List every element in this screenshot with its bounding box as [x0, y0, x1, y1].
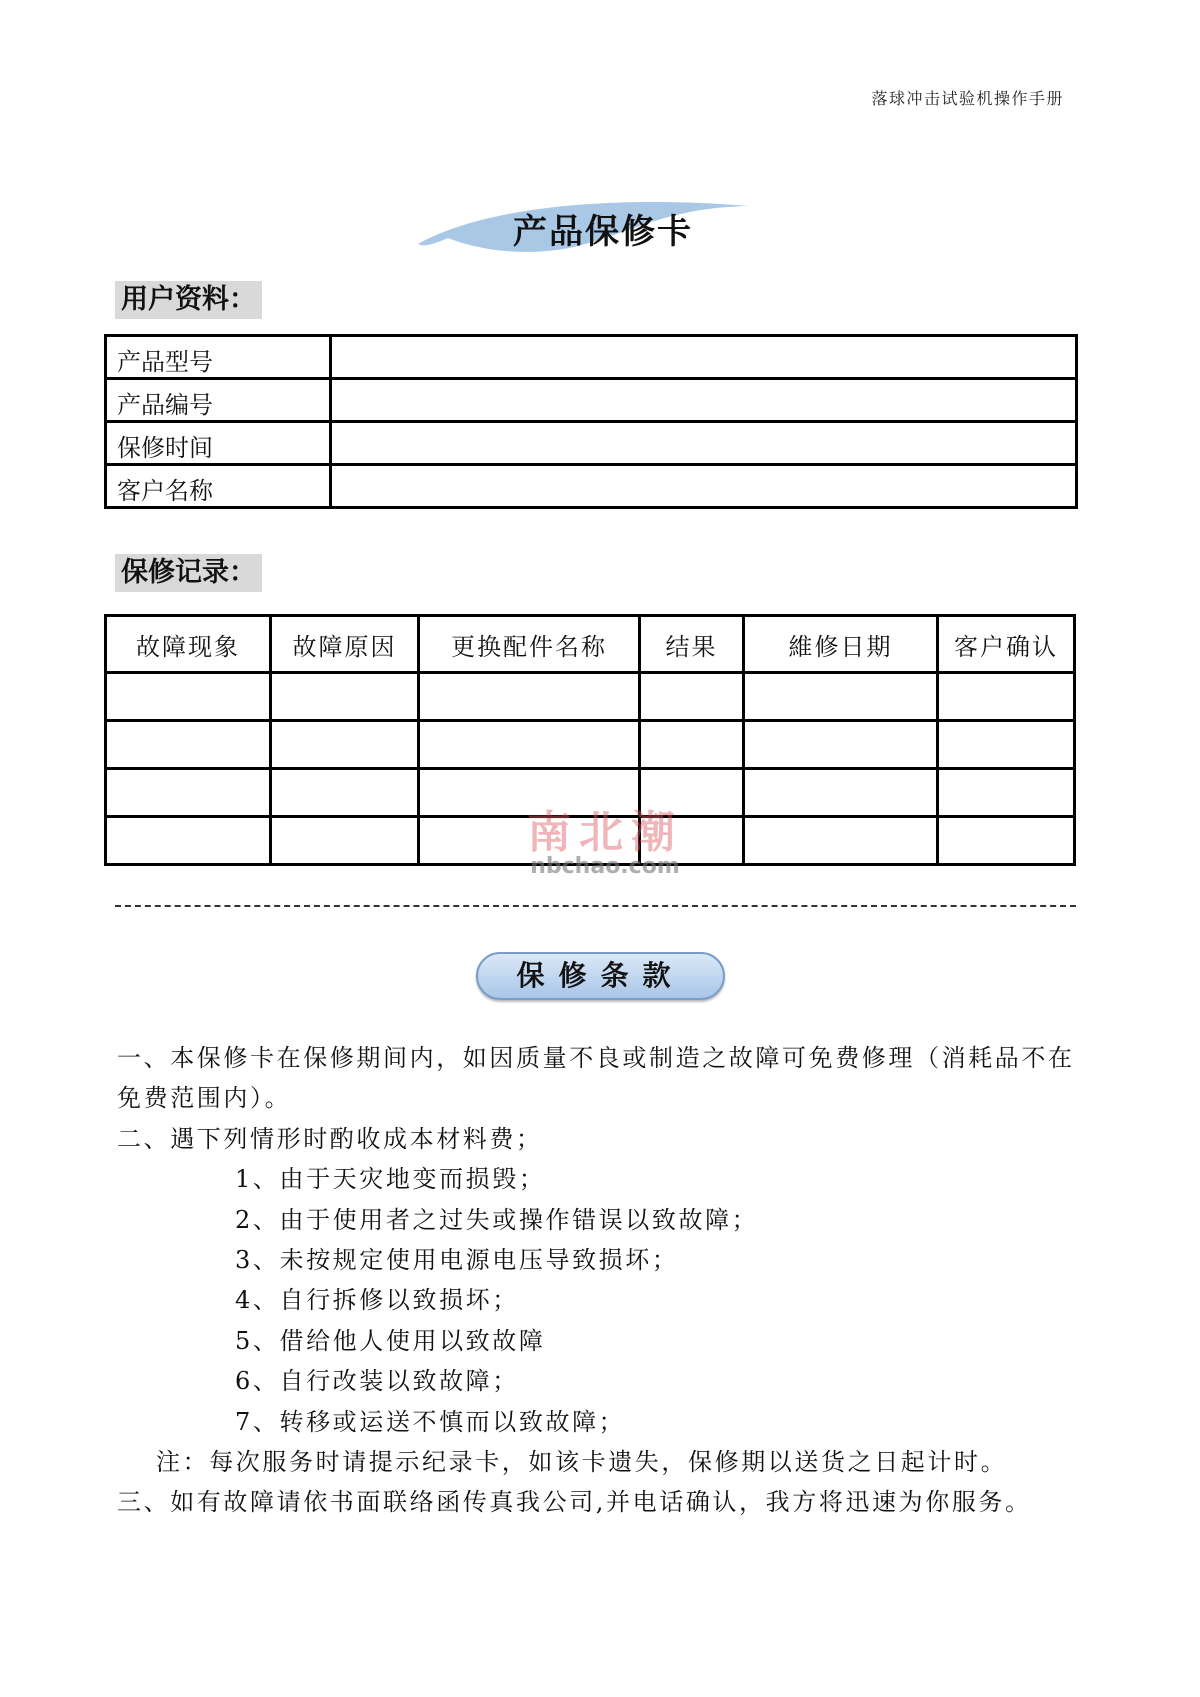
record-cell[interactable]: [271, 673, 419, 721]
manual-header-title: 落球冲击试验机操作手册: [871, 89, 1064, 108]
terms-item: 1、由于天灾地变而损毁；: [235, 1165, 546, 1194]
terms-note: 注：每次服务时请提示纪录卡，如该卡遗失，保修期以送货之日起计时。: [156, 1448, 1008, 1477]
watermark-cn: 南北潮: [527, 807, 683, 858]
column-header: 客户确认: [938, 616, 1075, 673]
record-cell[interactable]: [640, 721, 744, 769]
record-cell[interactable]: [938, 673, 1075, 721]
table-header-row: [106, 616, 1075, 673]
record-cell[interactable]: [938, 769, 1075, 817]
record-cell[interactable]: [106, 817, 271, 865]
record-cell[interactable]: [744, 673, 938, 721]
watermark-logo: [520, 807, 690, 879]
repair-records-heading: 保修记录：: [115, 554, 262, 592]
record-cell[interactable]: [106, 769, 271, 817]
terms-item: 2、由于使用者之过失或操作错误以致故障；: [235, 1205, 759, 1234]
record-cell[interactable]: [271, 817, 419, 865]
table-row: [106, 465, 1077, 508]
customer-name-field[interactable]: [331, 465, 1077, 508]
user-info-table: [104, 334, 1078, 509]
record-cell[interactable]: [744, 721, 938, 769]
field-label: 产品型号: [106, 336, 331, 379]
record-cell[interactable]: [938, 817, 1075, 865]
table-row: [106, 673, 1075, 721]
terms-item: 3、未按规定使用电源电压导致损坏；: [235, 1246, 679, 1275]
record-cell[interactable]: [419, 721, 640, 769]
product-model-field[interactable]: [331, 336, 1077, 379]
record-cell[interactable]: [106, 673, 271, 721]
field-label: 保修时间: [106, 422, 331, 465]
terms-item: 7、转移或运送不慎而以致故障；: [235, 1407, 626, 1436]
card-title: 产品保修卡: [513, 212, 693, 252]
record-cell[interactable]: [271, 721, 419, 769]
cut-line-divider: [115, 905, 1076, 907]
warranty-time-field[interactable]: [331, 422, 1077, 465]
watermark-en: nbchao.com: [530, 854, 680, 879]
record-cell[interactable]: [271, 769, 419, 817]
terms-line: 二、遇下列情形时酌收成本材料费；: [117, 1124, 543, 1153]
terms-item: 6、自行改装以致故障；: [235, 1367, 519, 1396]
field-label: 客户名称: [106, 465, 331, 508]
column-header: 结果: [640, 616, 744, 673]
table-row: [106, 336, 1077, 379]
warranty-terms-heading: 保修条款: [476, 952, 725, 1000]
field-label: 产品编号: [106, 379, 331, 422]
column-header: 故障现象: [106, 616, 271, 673]
terms-item: 4、自行拆修以致损坏；: [235, 1286, 519, 1315]
user-info-heading: 用户资料：: [115, 281, 262, 319]
record-cell[interactable]: [744, 769, 938, 817]
record-cell[interactable]: [106, 721, 271, 769]
product-serial-field[interactable]: [331, 379, 1077, 422]
record-cell[interactable]: [419, 673, 640, 721]
column-header: 更换配件名称: [419, 616, 640, 673]
column-header: 維修日期: [744, 616, 938, 673]
table-row: [106, 422, 1077, 465]
terms-item: 5、借给他人使用以致故障: [235, 1326, 546, 1355]
terms-line: 三、如有故障请依书面联络函传真我公司,并电话确认，我方将迅速为你服务。: [117, 1488, 1032, 1517]
warranty-terms-text: [117, 1038, 1077, 1523]
terms-line: 免费范围内）。: [117, 1084, 292, 1113]
record-cell[interactable]: [938, 721, 1075, 769]
table-row: [106, 721, 1075, 769]
record-cell[interactable]: [744, 817, 938, 865]
record-cell[interactable]: [640, 673, 744, 721]
column-header: 故障原因: [271, 616, 419, 673]
terms-line: 一、本保修卡在保修期间内，如因质量不良或制造之故障可免费修理（消耗品不在: [117, 1044, 1075, 1072]
table-row: [106, 379, 1077, 422]
